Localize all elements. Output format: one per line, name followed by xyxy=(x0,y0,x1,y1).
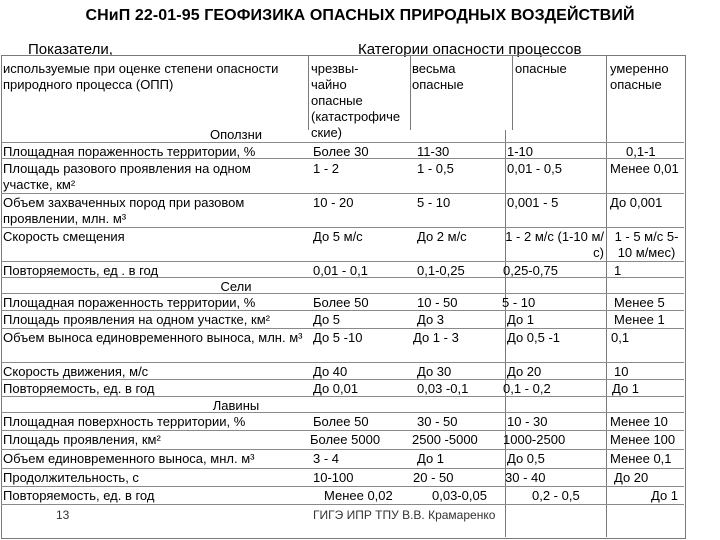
row-divider xyxy=(1,449,684,450)
cell-value: 2500 -5000 xyxy=(412,432,478,447)
cell-value: 1 - 2 xyxy=(313,161,340,176)
row-divider xyxy=(1,328,684,329)
cell-value: До 0,5 xyxy=(507,451,545,466)
row-label: Повторяемость, ед. в год xyxy=(3,381,155,396)
cell-value: До 1 xyxy=(507,312,535,327)
page-title: СНиП 22-01-95 ГЕОФИЗИКА ОПАСНЫХ ПРИРОДНЫХ ВОЗДЕЙСТВИЙ xyxy=(85,7,635,24)
cell-value: 0,2 - 0,5 xyxy=(532,488,580,503)
cell-value: До 1 xyxy=(612,381,640,396)
column-header-moderate: умеренно опасные xyxy=(610,61,669,92)
column-header-dangerous: опасные xyxy=(515,61,567,76)
cell-value: До 30 xyxy=(417,364,452,379)
cell-value: 1000-2500 xyxy=(503,432,566,447)
cell-value: Менее 1 xyxy=(614,312,665,327)
cell-value: 0,25-0,75 xyxy=(503,263,558,278)
cell-value: Более 30 xyxy=(313,144,369,159)
cell-value: Менее 0,02 xyxy=(324,488,393,503)
cell-value: 5 - 10 xyxy=(417,195,451,210)
cell-value: До 0,01 xyxy=(313,381,359,396)
cell-value: 0,1-0,25 xyxy=(417,263,465,278)
cell-value: До 0,5 -1 xyxy=(507,330,561,345)
cell-value: 0,001 - 5 xyxy=(507,195,559,210)
column-header-extreme: чрезвы-чайно опасные (катастрофиче ские) xyxy=(311,61,401,140)
row-label: Площадная пораженность территории, % xyxy=(3,295,256,310)
cell-value: 20 - 50 xyxy=(413,470,454,485)
cell-value: До 5 м/с xyxy=(313,229,363,244)
row-label: Скорость смещения xyxy=(3,229,125,244)
cell-value: До 3 xyxy=(417,312,445,327)
row-divider xyxy=(1,227,684,228)
cell-value: 3 - 4 xyxy=(313,451,340,466)
section-title-mudflows: Сели xyxy=(220,279,252,294)
row-label: Площадная поверхность территории, % xyxy=(3,414,246,429)
cell-value: 10 - 30 xyxy=(507,414,548,429)
row-label: Объем выноса единовременного выноса, млн. м³ xyxy=(3,330,303,345)
row-label: Объем единовременного выноса, мнл. м³ xyxy=(3,451,255,466)
row-label: Площадь проявления, км² xyxy=(3,432,161,447)
footer-credit: ГИГЭ ИПР ТПУ В.В. Крамаренко xyxy=(313,508,496,522)
row-divider xyxy=(1,430,684,431)
page-number: 13 xyxy=(56,508,70,522)
section-title-landslides: Оползни xyxy=(209,127,263,142)
cell-value: 1 - 2 м/с (1-10 м/с) xyxy=(505,229,604,260)
cell-value: Менее 0,01 xyxy=(610,161,679,176)
column-divider xyxy=(308,55,309,130)
row-divider xyxy=(1,468,684,469)
cell-value: Менее 10 xyxy=(610,414,668,429)
cell-value: 0,1-1 xyxy=(626,144,656,159)
indicators-header: Показатели, xyxy=(28,41,113,58)
cell-value: Менее 100 xyxy=(610,432,676,447)
cell-value: 0,01 - 0,1 xyxy=(313,263,368,278)
column-divider xyxy=(606,55,607,537)
cell-value: До 5 xyxy=(313,312,341,327)
cell-value: До 2 м/с xyxy=(417,229,467,244)
cell-value: 30 - 50 xyxy=(417,414,458,429)
column-divider xyxy=(512,55,513,130)
row-label: Площадь проявления на одном участке, км² xyxy=(3,312,270,327)
cell-value: Менее 0,1 xyxy=(610,451,672,466)
row-label: Объем захваченных пород при разовом проявлении, млн. м³ xyxy=(3,195,245,226)
row-divider xyxy=(1,261,684,262)
cell-value: 10 - 20 xyxy=(313,195,354,210)
cell-value: Более 50 xyxy=(313,414,369,429)
cell-value: 1 - 0,5 xyxy=(417,161,454,176)
row-label: Продолжительность, с xyxy=(3,470,139,485)
cell-value: До 20 xyxy=(614,470,649,485)
cell-value: 10 - 50 xyxy=(417,295,458,310)
row-divider xyxy=(1,193,684,194)
row-label: Повторяемость, ед . в год xyxy=(3,263,159,278)
column-divider xyxy=(410,55,411,130)
cell-value: 1-10 xyxy=(507,144,534,159)
cell-value: 1 - 5 м/с 5-10 м/мес) xyxy=(614,229,679,260)
row-label: Скорость движения, м/с xyxy=(3,364,149,379)
cell-value: 0,03 -0,1 xyxy=(417,381,469,396)
row-divider xyxy=(1,362,684,363)
cell-value: 0,03-0,05 xyxy=(432,488,487,503)
column-header-very: весьма опасные xyxy=(412,61,464,92)
row-divider xyxy=(1,504,684,505)
cell-value: Более 50 xyxy=(313,295,369,310)
cell-value: 11-30 xyxy=(417,144,450,159)
cell-value: 0,1 - 0,2 xyxy=(503,381,551,396)
cell-value: Менее 5 xyxy=(614,295,665,310)
cell-value: Более 5000 xyxy=(310,432,381,447)
cell-value: До 1 xyxy=(651,488,679,503)
cell-value: До 0,001 xyxy=(610,195,663,210)
section-title-avalanches: Лавины xyxy=(212,398,260,413)
indicators-subheader: используемые при оценке степени опасности природного процесса (ОПП) xyxy=(3,61,279,92)
row-label: Площадь разового проявления на одном участке, км² xyxy=(3,161,251,192)
row-label: Площадная пораженность территории, % xyxy=(3,144,256,159)
cell-value: До 20 xyxy=(507,364,542,379)
cell-value: 30 - 40 xyxy=(505,470,546,485)
row-divider xyxy=(1,486,684,487)
cell-value: До 40 xyxy=(313,364,348,379)
categories-header: Категории опасности процессов xyxy=(358,41,582,58)
cell-value: До 5 -10 xyxy=(313,330,363,345)
cell-value: 10 xyxy=(614,364,629,379)
cell-value: 1 xyxy=(614,263,622,278)
cell-value: 0,01 - 0,5 xyxy=(507,161,562,176)
cell-value: 10-100 xyxy=(313,470,354,485)
cell-value: 5 - 10 xyxy=(502,295,536,310)
cell-value: До 1 - 3 xyxy=(413,330,459,345)
cell-value: 0,1 xyxy=(611,330,630,345)
cell-value: До 1 xyxy=(417,451,445,466)
row-label: Повторяемость, ед. в год xyxy=(3,488,155,503)
